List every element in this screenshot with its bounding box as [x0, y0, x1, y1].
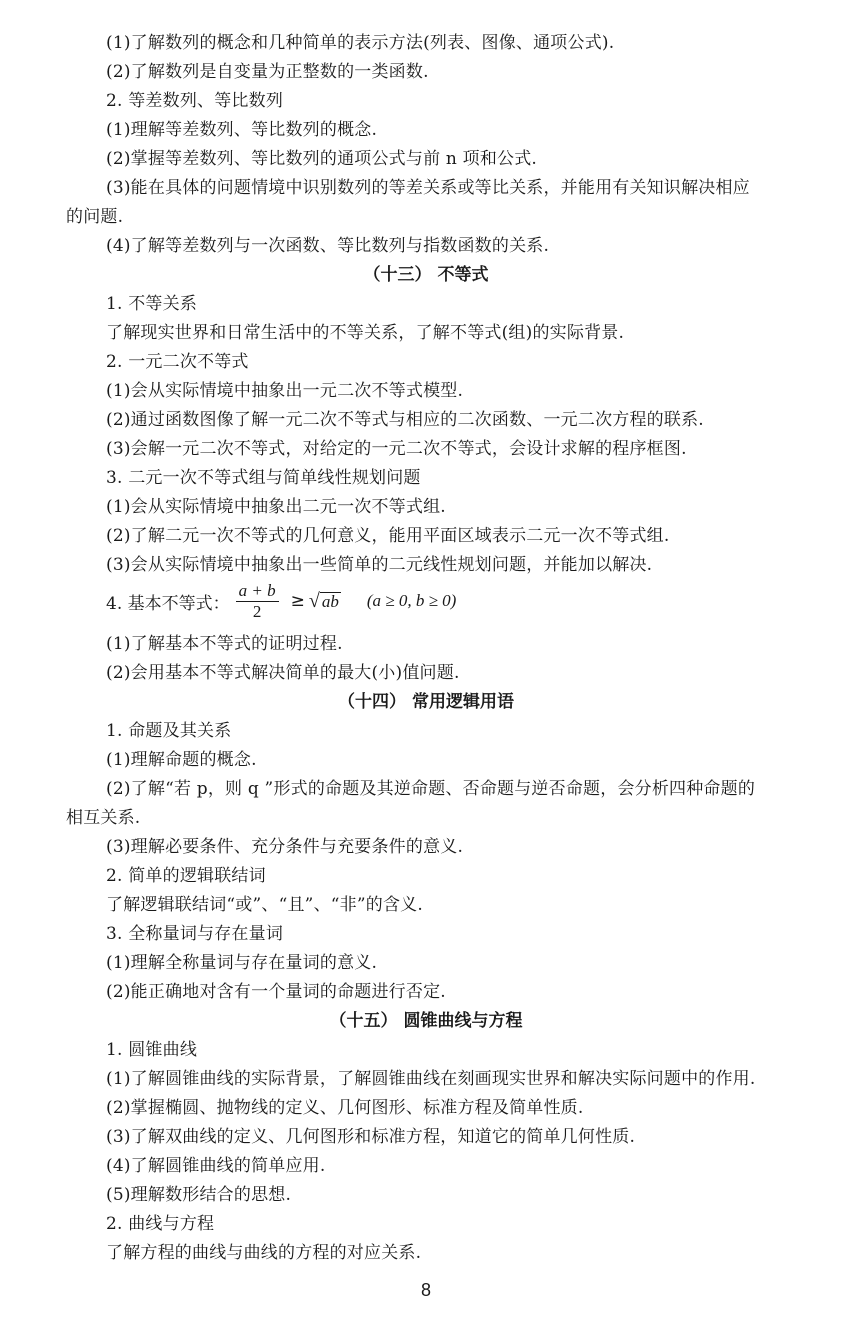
text-line: (3)了解双曲线的定义、几何图形和标准方程，知道它的简单几何性质. — [106, 1127, 636, 1147]
text-line: (3)能在具体的问题情境中识别数列的等差关系或等比关系，并能用有关知识解决相应 — [106, 178, 750, 198]
text-line: (1)理解等差数列、等比数列的概念. — [106, 120, 378, 140]
text-line: (3)理解必要条件、充分条件与充要条件的意义. — [106, 837, 464, 857]
text-line: (2)了解二元一次不等式的几何意义，能用平面区域表示二元一次不等式组. — [106, 526, 670, 546]
text-line: 了解现实世界和日常生活中的不等关系，了解不等式(组)的实际背景. — [106, 323, 625, 343]
text-line: 相互关系. — [66, 808, 141, 828]
text-line: (1)理解命题的概念. — [106, 750, 257, 770]
radicand: ab — [321, 592, 339, 611]
text-line: (1)了解基本不等式的证明过程. — [106, 634, 343, 654]
ge-sign: ≥ — [290, 591, 305, 611]
fraction — [236, 581, 279, 622]
text-line: 2. 一元二次不等式 — [106, 352, 249, 372]
text-line: (2)掌握等差数列、等比数列的通项公式与前 n 项和公式. — [106, 149, 538, 169]
text-line: 了解逻辑联结词“或”、“且”、“非”的含义. — [106, 895, 423, 915]
basic-inequality-formula — [106, 576, 456, 626]
text-line: (2)会用基本不等式解决简单的最大(小)值问题. — [106, 663, 460, 683]
text-line: 3. 全称量词与存在量词 — [106, 924, 284, 944]
text-line: (3)会从实际情境中抽象出一些简单的二元线性规划问题，并能加以解决. — [106, 555, 653, 575]
text-line: (2)能正确地对含有一个量词的命题进行否定. — [106, 982, 446, 1002]
page-number: 8 — [420, 1280, 431, 1300]
text-line: (2)掌握椭圆、抛物线的定义、几何图形、标准方程及简单性质. — [106, 1098, 584, 1118]
formula-label: 4. 基本不等式： — [106, 593, 230, 614]
text-line: (1)了解数列的概念和几种简单的表示方法(列表、图像、通项公式). — [106, 33, 615, 53]
text-line: 了解方程的曲线与曲线的方程的对应关系. — [106, 1243, 422, 1263]
text-line: 2. 简单的逻辑联结词 — [106, 866, 266, 886]
radical-sign-icon: √ — [308, 590, 320, 612]
section-heading: （十五） 圆锥曲线与方程 — [329, 1011, 523, 1031]
text-line: (5)理解数形结合的思想. — [106, 1185, 292, 1205]
text-line: (2)了解“若 p，则 q ”形式的命题及其逆命题、否命题与逆否命题，会分析四种命题的 — [106, 779, 756, 799]
text-line: (1)会从实际情境中抽象出二元一次不等式组. — [106, 497, 446, 517]
text-line: (2)了解数列是自变量为正整数的一类函数. — [106, 62, 429, 82]
fraction-denominator: 2 — [252, 601, 262, 621]
text-line: 1. 不等关系 — [106, 294, 198, 314]
text-line: (1)会从实际情境中抽象出一元二次不等式模型. — [106, 381, 464, 401]
fraction-numerator: a + b — [236, 581, 279, 602]
formula-condition: (a ≥ 0, b ≥ 0) — [366, 591, 457, 610]
text-line: 1. 圆锥曲线 — [106, 1040, 198, 1060]
text-line: 2. 曲线与方程 — [106, 1214, 215, 1234]
section-heading: （十四） 常用逻辑用语 — [338, 692, 514, 712]
text-line: (1)了解圆锥曲线的实际背景，了解圆锥曲线在刻画现实世界和解决实际问题中的作用. — [106, 1069, 756, 1089]
text-line: (4)了解圆锥曲线的简单应用. — [106, 1156, 326, 1176]
text-line: 1. 命题及其关系 — [106, 721, 232, 741]
text-line: 的问题. — [66, 207, 124, 227]
text-line: 2. 等差数列、等比数列 — [106, 91, 284, 111]
text-line: (2)通过函数图像了解一元二次不等式与相应的二次函数、一元二次方程的联系. — [106, 410, 704, 430]
square-root — [309, 591, 341, 611]
text-line: 3. 二元一次不等式组与简单线性规划问题 — [106, 468, 421, 488]
section-heading: （十三） 不等式 — [363, 265, 489, 285]
text-line: (1)理解全称量词与存在量词的意义. — [106, 953, 378, 973]
text-line: (3)会解一元二次不等式，对给定的一元二次不等式，会设计求解的程序框图. — [106, 439, 687, 459]
text-line: (4)了解等差数列与一次函数、等比数列与指数函数的关系. — [106, 236, 550, 256]
